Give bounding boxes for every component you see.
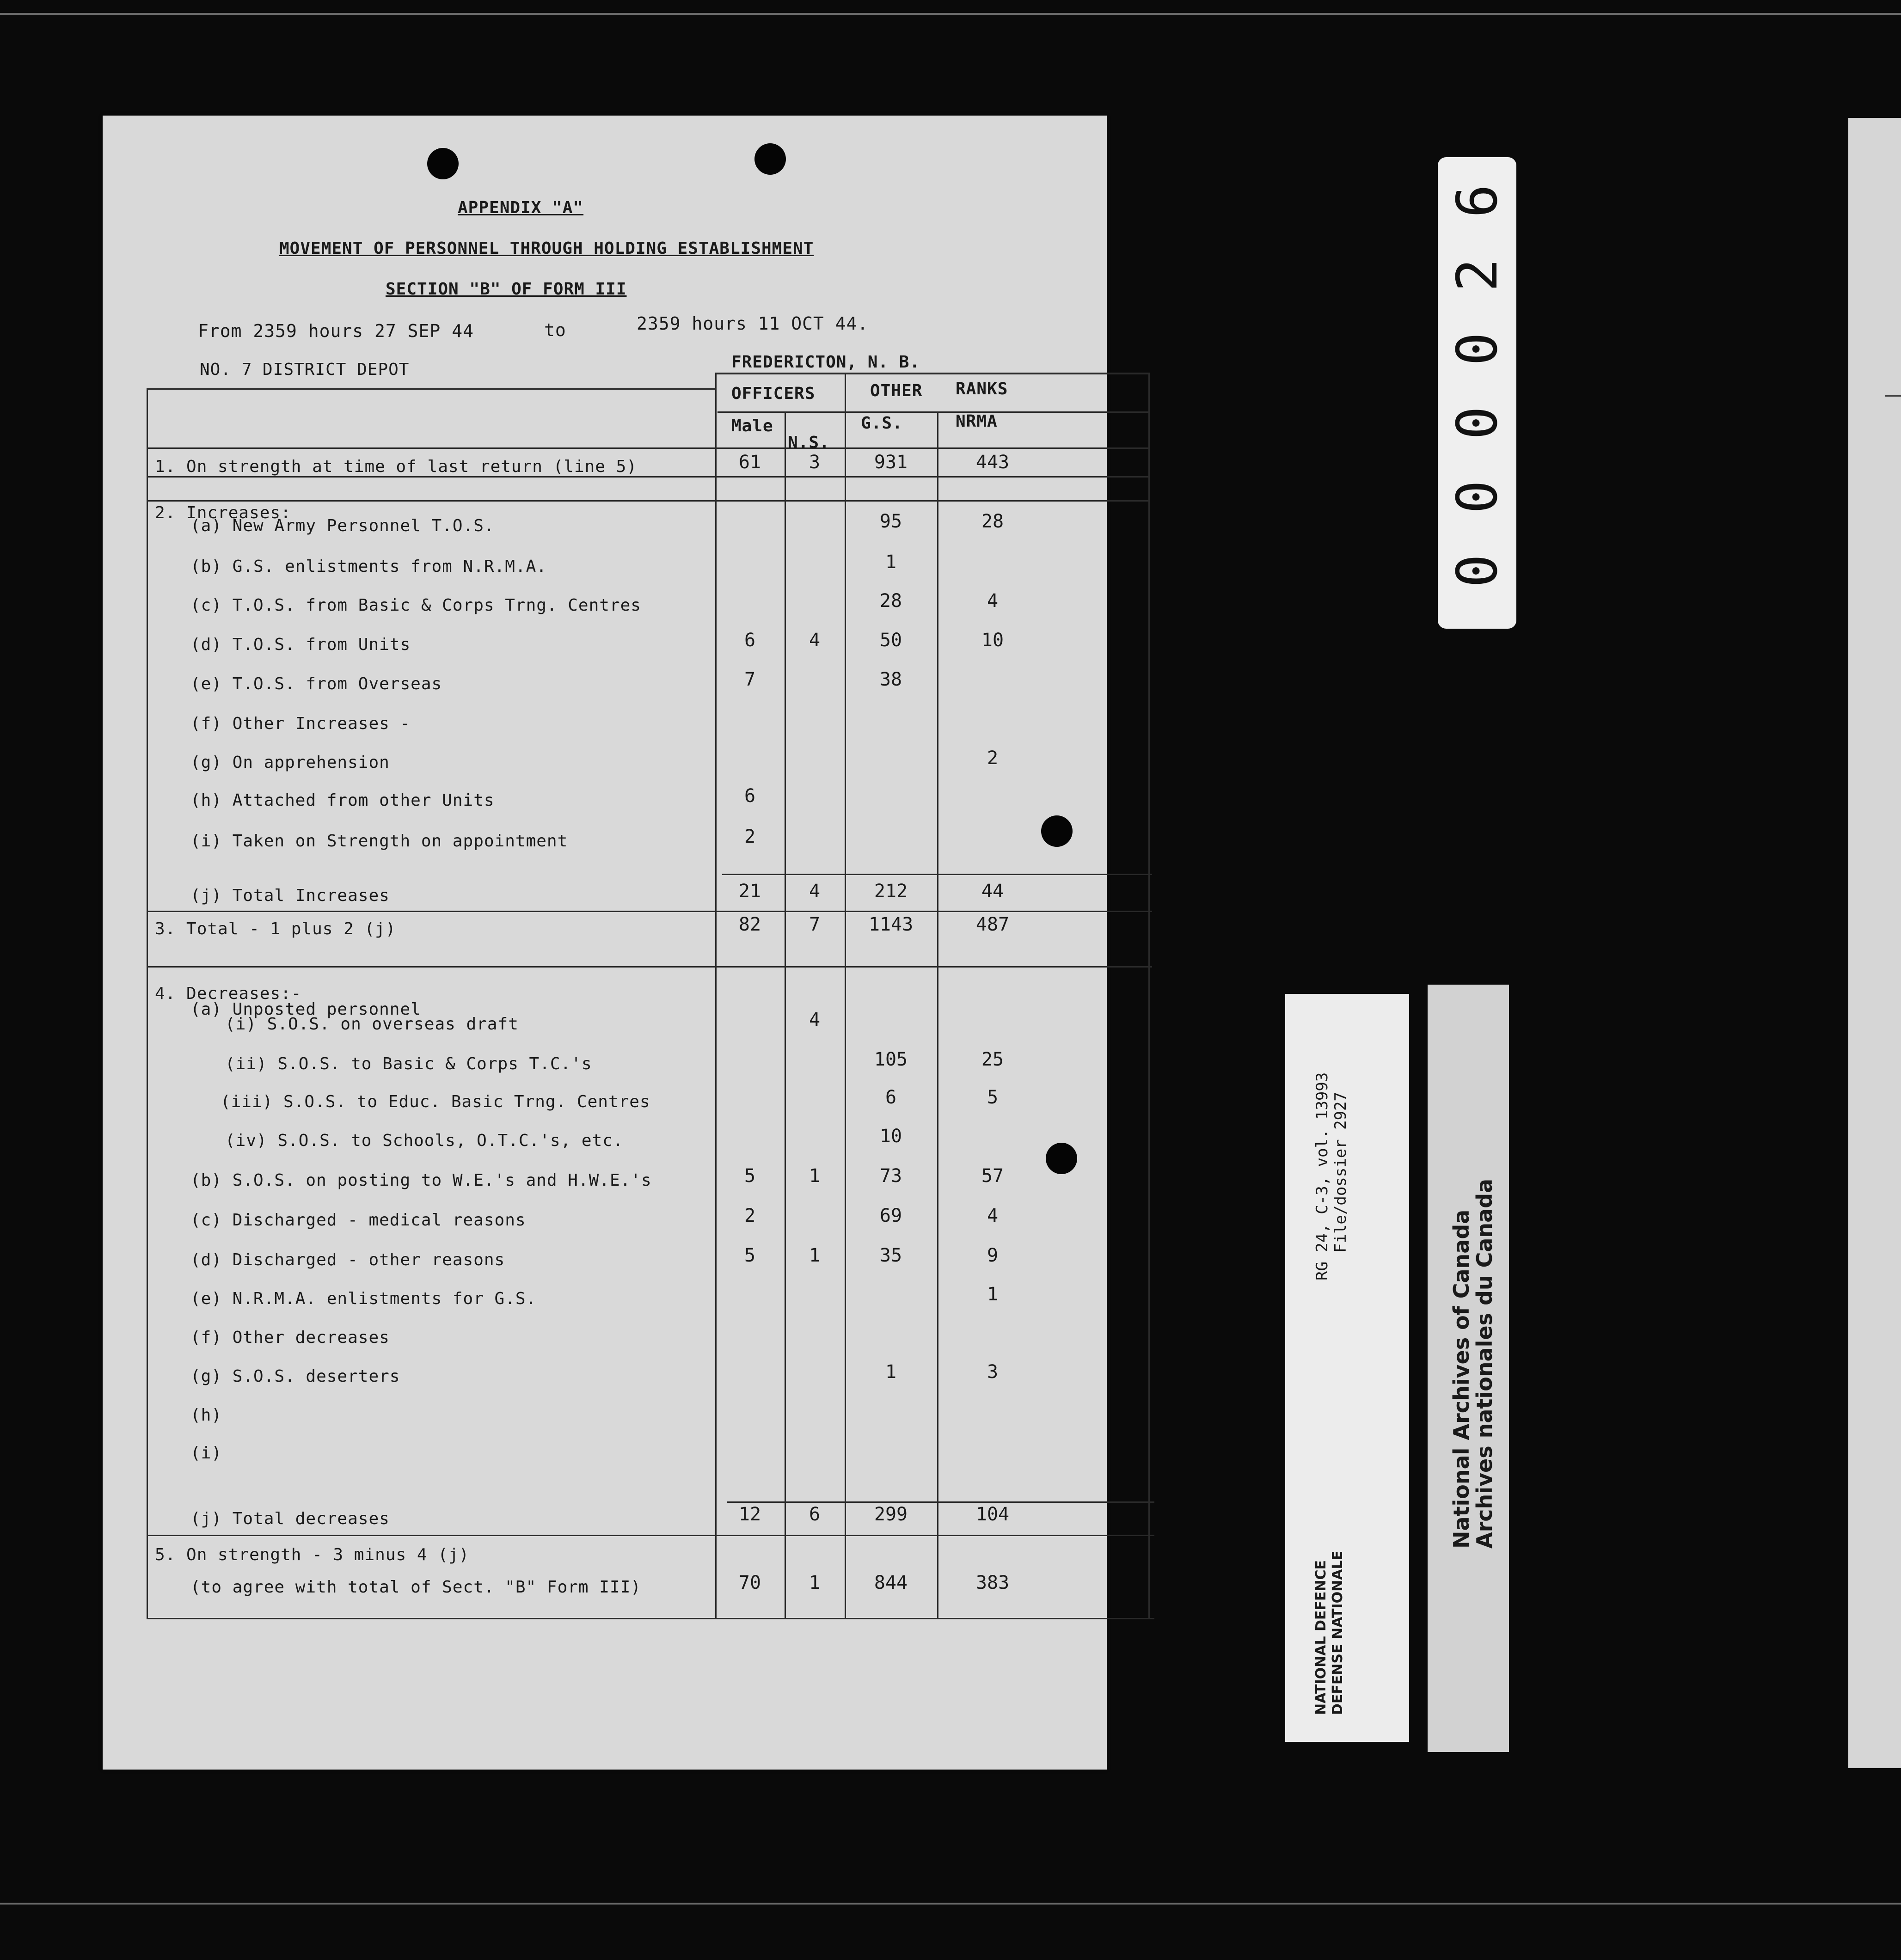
adjacent-page-edge xyxy=(1848,118,1901,1768)
archive-reference-line1: RG 24, C-3, vol. 13993 xyxy=(1313,1072,1331,1280)
table-cell-ns: 7 xyxy=(809,914,821,935)
table-cell-gs: 299 xyxy=(874,1504,908,1525)
table-cell-male: 2 xyxy=(744,826,756,847)
dept-name-fr: DEFENSE NATIONALE xyxy=(1330,1550,1346,1715)
table-cell-gs: 1 xyxy=(885,1361,897,1383)
table-cell-nrma: 4 xyxy=(987,1205,999,1226)
table-cell-gs: 844 xyxy=(874,1572,908,1593)
table-row-label: (i) xyxy=(190,1444,222,1463)
table-cell-gs: 10 xyxy=(879,1126,902,1147)
table-cell-nrma: 10 xyxy=(981,630,1004,651)
table-cell-nrma: 383 xyxy=(975,1572,1010,1593)
appendix-heading: APPENDIX "A" xyxy=(458,198,584,217)
table-cell-gs: 73 xyxy=(879,1165,902,1187)
table-row-label: (iv) S.O.S. to Schools, O.T.C.'s, etc. xyxy=(225,1131,624,1150)
table-row-label: (d) Discharged - other reasons xyxy=(190,1250,505,1269)
table-row-label: (c) Discharged - medical reasons xyxy=(190,1211,526,1230)
punch-hole-left xyxy=(427,148,459,179)
table-cell-gs: 1 xyxy=(885,551,897,573)
table-cell-nrma: 25 xyxy=(981,1049,1004,1070)
col-header-gs: G.S. xyxy=(861,414,903,433)
dept-name-en: NATIONAL DEFENCE xyxy=(1313,1560,1329,1715)
table-cell-ns: 1 xyxy=(809,1245,821,1266)
table-row-label: (iii) S.O.S. to Educ. Basic Trng. Centres xyxy=(221,1092,650,1111)
table-row-label: 2. Increases: xyxy=(155,503,291,522)
table-row-label: (h) Attached from other Units xyxy=(190,791,495,810)
table-cell-nrma: 44 xyxy=(981,881,1004,902)
table-cell-male: 82 xyxy=(738,914,761,935)
col-header-other: OTHER xyxy=(870,381,923,400)
table-row-label: (i) Taken on Strength on appointment xyxy=(190,832,568,851)
table-cell-nrma: 443 xyxy=(975,452,1010,473)
table-cell-male: 12 xyxy=(738,1504,761,1525)
table-cell-gs: 38 xyxy=(879,669,902,690)
table-row-label: 5. On strength - 3 minus 4 (j) xyxy=(155,1545,470,1564)
table-cell-nrma: 28 xyxy=(981,511,1004,532)
table-cell-gs: 50 xyxy=(879,630,902,651)
frame-number-digit: 6 xyxy=(1446,184,1510,218)
archives-name-en: National Archives of Canada xyxy=(1449,1209,1474,1549)
period-to: 2359 hours 11 OCT 44. xyxy=(637,313,869,334)
table-cell-ns: 3 xyxy=(809,452,821,473)
table-row-label: (e) T.O.S. from Overseas xyxy=(190,674,442,693)
table-cell-ns: 6 xyxy=(809,1504,821,1525)
table-cell-male: 70 xyxy=(738,1572,761,1593)
table-cell-gs: 931 xyxy=(874,452,908,473)
col-header-ranks: RANKS xyxy=(956,380,1008,398)
col-header-officers: OFFICERS xyxy=(731,384,816,403)
table-row-label: (j) Total decreases xyxy=(190,1509,390,1528)
table-cell-gs: 105 xyxy=(874,1049,908,1070)
table-cell-ns: 1 xyxy=(809,1165,821,1187)
table-cell-gs: 6 xyxy=(885,1087,897,1108)
unit-location: FREDERICTON, N. B. xyxy=(731,353,920,372)
table-row-label: (ii) S.O.S. to Basic & Corps T.C.'s xyxy=(225,1054,592,1073)
col-header-ns: N.S. xyxy=(788,433,830,452)
section-heading: SECTION "B" OF FORM III xyxy=(386,280,627,299)
table-row-label: (d) T.O.S. from Units xyxy=(190,635,411,654)
table-cell-male: 5 xyxy=(744,1165,756,1187)
document-title: MOVEMENT OF PERSONNEL THROUGH HOLDING ESTABLISHMENT xyxy=(279,239,814,258)
table-row-label: 4. Decreases:- xyxy=(155,984,302,1003)
document-page xyxy=(103,116,1107,1770)
table-row-label: (j) Total Increases xyxy=(190,886,390,905)
table-cell-male: 61 xyxy=(738,452,761,473)
table-cell-nrma: 3 xyxy=(987,1361,999,1383)
archive-reference-line2: File/dossier 2927 xyxy=(1331,1092,1350,1253)
table-row-label: (f) Other Increases - xyxy=(190,714,411,733)
frame-number-digit: 2 xyxy=(1446,258,1510,292)
table-row-label: (i) S.O.S. on overseas draft xyxy=(225,1015,519,1034)
table-row-label: (f) Other decreases xyxy=(190,1328,390,1347)
table-cell-male: 7 xyxy=(744,669,756,690)
frame-number-digit: 0 xyxy=(1446,554,1510,588)
table-row-label: 3. Total - 1 plus 2 (j) xyxy=(155,919,396,938)
table-row-label: (a) New Army Personnel T.O.S. xyxy=(190,516,495,535)
frame-number-digit: 0 xyxy=(1446,480,1510,514)
table-cell-nrma: 104 xyxy=(975,1504,1010,1525)
table-cell-ns: 4 xyxy=(809,881,821,902)
archive-reference-tab xyxy=(1285,994,1409,1742)
archives-canada-tab xyxy=(1428,985,1509,1752)
archives-name-fr: Archives nationales du Canada xyxy=(1472,1178,1497,1549)
frame-number-digit: 0 xyxy=(1446,406,1510,440)
table-cell-ns: 1 xyxy=(809,1572,821,1593)
table-row-label: (h) xyxy=(190,1406,222,1425)
period-from: From 2359 hours 27 SEP 44 xyxy=(198,321,474,341)
table-cell-gs: 212 xyxy=(874,881,908,902)
table-row-label: (g) S.O.S. deserters xyxy=(190,1367,400,1386)
punch-hole-right xyxy=(754,143,786,175)
table-cell-nrma: 487 xyxy=(975,914,1010,935)
table-cell-gs: 35 xyxy=(879,1245,902,1266)
film-edge-bottom xyxy=(0,1903,1901,1905)
table-row-label: (to agree with total of Sect. "B" Form III) xyxy=(190,1578,641,1597)
table-cell-nrma: 2 xyxy=(987,747,999,769)
table-cell-male: 21 xyxy=(738,881,761,902)
table-cell-gs: 95 xyxy=(879,511,902,532)
table-cell-gs: 1143 xyxy=(868,914,914,935)
frame-number-strip xyxy=(1438,157,1516,629)
col-header-male: Male xyxy=(731,416,773,435)
table-cell-male: 6 xyxy=(744,785,756,807)
table-row-label: (c) T.O.S. from Basic & Corps Trng. Centres xyxy=(190,596,641,615)
table-cell-nrma: 9 xyxy=(987,1245,999,1266)
table-row-label: (b) G.S. enlistments from N.R.M.A. xyxy=(190,557,547,576)
period-to-word: to xyxy=(544,320,566,340)
table-cell-ns: 4 xyxy=(809,630,821,651)
punch-hole-side-1 xyxy=(1041,815,1073,847)
table-cell-nrma: 1 xyxy=(987,1284,999,1305)
table-row-label: (a) Unposted personnel xyxy=(190,1000,421,1019)
frame-number-digit: 0 xyxy=(1446,332,1510,366)
table-cell-gs: 28 xyxy=(879,590,902,612)
film-edge-top xyxy=(0,13,1901,15)
table-row-label: (b) S.O.S. on posting to W.E.'s and H.W.E.'s xyxy=(190,1171,652,1190)
table-cell-nrma: 57 xyxy=(981,1165,1004,1187)
unit-name: NO. 7 DISTRICT DEPOT xyxy=(200,360,410,379)
table-cell-male: 6 xyxy=(744,630,756,651)
table-row-label: (g) On apprehension xyxy=(190,753,390,772)
table-row-label: 1. On strength at time of last return (line 5) xyxy=(155,457,637,476)
col-header-nrma: NRMA xyxy=(956,412,998,431)
table-cell-ns: 4 xyxy=(809,1009,821,1030)
table-row-label: (e) N.R.M.A. enlistments for G.S. xyxy=(190,1289,537,1308)
punch-hole-side-2 xyxy=(1046,1143,1077,1174)
table-cell-nrma: 4 xyxy=(987,590,999,612)
table-cell-male: 5 xyxy=(744,1245,756,1266)
table-cell-nrma: 5 xyxy=(987,1087,999,1108)
table-cell-male: 2 xyxy=(744,1205,756,1226)
table-cell-gs: 69 xyxy=(879,1205,902,1226)
